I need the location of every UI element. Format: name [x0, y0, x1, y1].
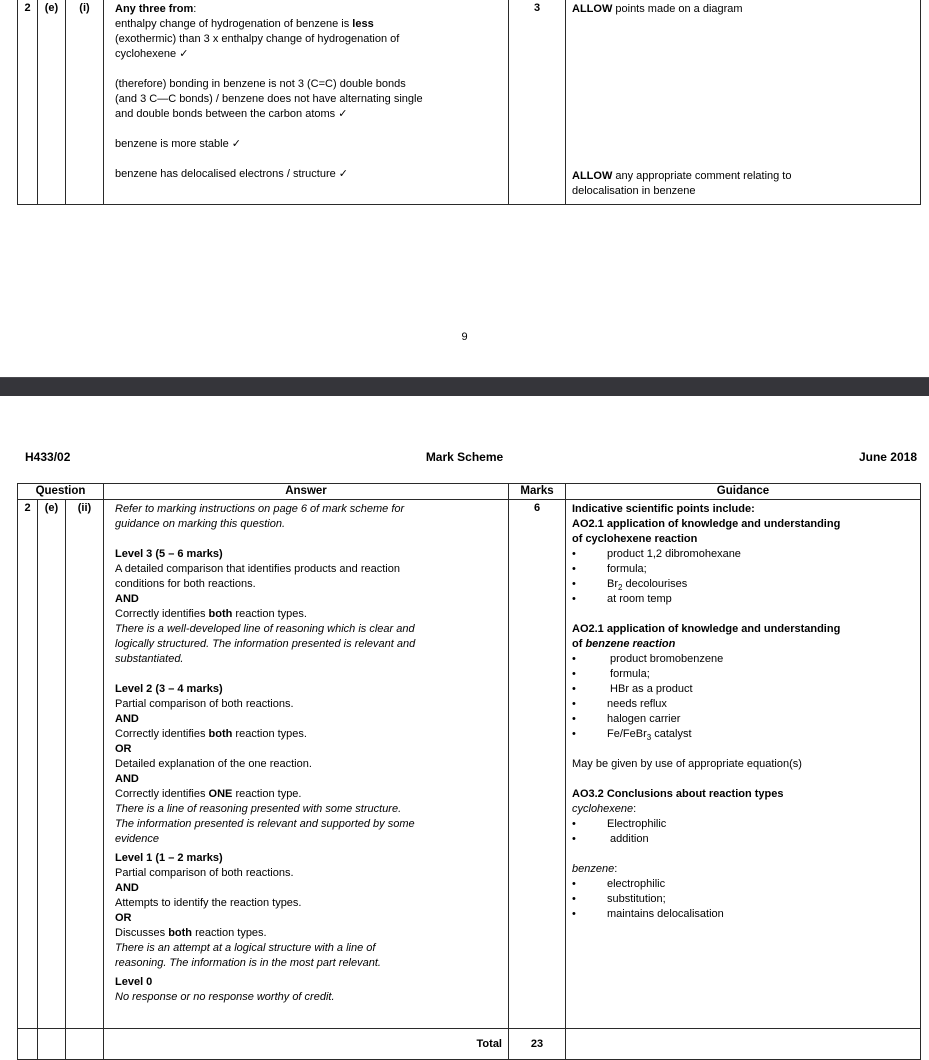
question-sub-cell: (e): [38, 500, 66, 1029]
empty-cell: [66, 1029, 104, 1060]
table-row: [18, 0, 921, 205]
table-row: [18, 500, 921, 1029]
session-date: June 2018: [858, 450, 917, 464]
table-header-row: [18, 484, 921, 500]
question-sub-cell: (e): [38, 0, 66, 205]
empty-cell: [566, 1029, 921, 1060]
guidance-bottom-note: ALLOW any appropriate comment relating to delocalisation in benzene: [572, 170, 792, 197]
empty-cell: [18, 1029, 38, 1060]
running-header: [0, 450, 929, 466]
question-number-cell: 2: [18, 500, 38, 1029]
question-part-cell: (i): [66, 0, 104, 205]
total-marks-value: 23: [509, 1029, 566, 1060]
guidance-top-note: ALLOW points made on a diagram: [572, 3, 743, 15]
guidance-cell: [566, 0, 921, 205]
answer-cell: Refer to marking instructions on page 6 of mark scheme for guidance on marking this question. Level 3 (5 – 6 marks) A detailed comparison that identifies products and reaction conditions for both reactions. AND Correctly identifies both reaction types. There is a well-developed line of reasoning which is clear and logically structured. The information presented is relevant and substantiated. Level 2 (3 – 4 marks) Partial comparison of both reactions. AND Correctly identifies both reaction types. OR Detailed explanation of the one reaction. AND Correctly identifies ONE reaction type. There is a line of reasoning presented with some structure. The information presented is relevant and supported by some evidence Level 1 (1 – 2 marks) Partial comparison of both reactions. AND Attempts to identify the reaction types. OR Discusses both reaction types. There is an attempt at a logical structure with a line of reasoning. The information is in the most part relevant. Level 0 No response or no response worthy of credit.: [104, 500, 509, 1029]
total-label: Total: [104, 1029, 509, 1060]
page-number: 9: [461, 331, 468, 343]
total-row: [18, 1029, 921, 1060]
guidance-cell: Indicative scientific points include: AO2.1 application of knowledge and understanding of cyclohexene reaction • product 1,2 dibromohexane • formula; • $Br_2$ decolourises • at room temp AO2.1 application of knowledge and understanding of benzene reaction • product bromobenzene • formula; • HBr as a product • needs reflux • halogen carrier • Fe/FeBr$_3$ catalyst May be given by use of appropriate equation(s) AO3.2 Conclusions about reaction types cyclohexene: • Electrophilic • addition benzene: • electrophilic • substitution; • maintains delocalisation: [566, 500, 921, 1029]
page-separator-bar: [0, 377, 929, 396]
question-number-cell: 2: [18, 0, 38, 205]
column-header-question: Question: [18, 484, 104, 500]
marks-cell: 6: [509, 500, 566, 1029]
mark-scheme-table-q2ei: [17, 0, 921, 205]
column-header-guidance: Guidance: [566, 484, 921, 500]
column-header-marks: Marks: [509, 484, 566, 500]
marks-cell: 3: [509, 0, 566, 205]
question-part-cell: (ii): [66, 500, 104, 1029]
empty-cell: [38, 1029, 66, 1060]
paper-code: H433/02: [25, 450, 71, 464]
document-title: Mark Scheme: [425, 450, 504, 464]
answer-cell: Any three from: enthalpy change of hydrogenation of benzene is less (exothermic) than 3 x enthalpy change of hydrogenation of cyclohexene ✓ (therefore) bonding in benzene is not 3 (C=C) double bonds (and 3 C—C bonds) / benzene does not have alternating single and double bonds between the carbon atoms ✓ benzene is more stable ✓ benzene has delocalised electrons / structure ✓: [104, 0, 509, 205]
column-header-answer: Answer: [104, 484, 509, 500]
mark-scheme-table-q2eii: [17, 483, 921, 1060]
